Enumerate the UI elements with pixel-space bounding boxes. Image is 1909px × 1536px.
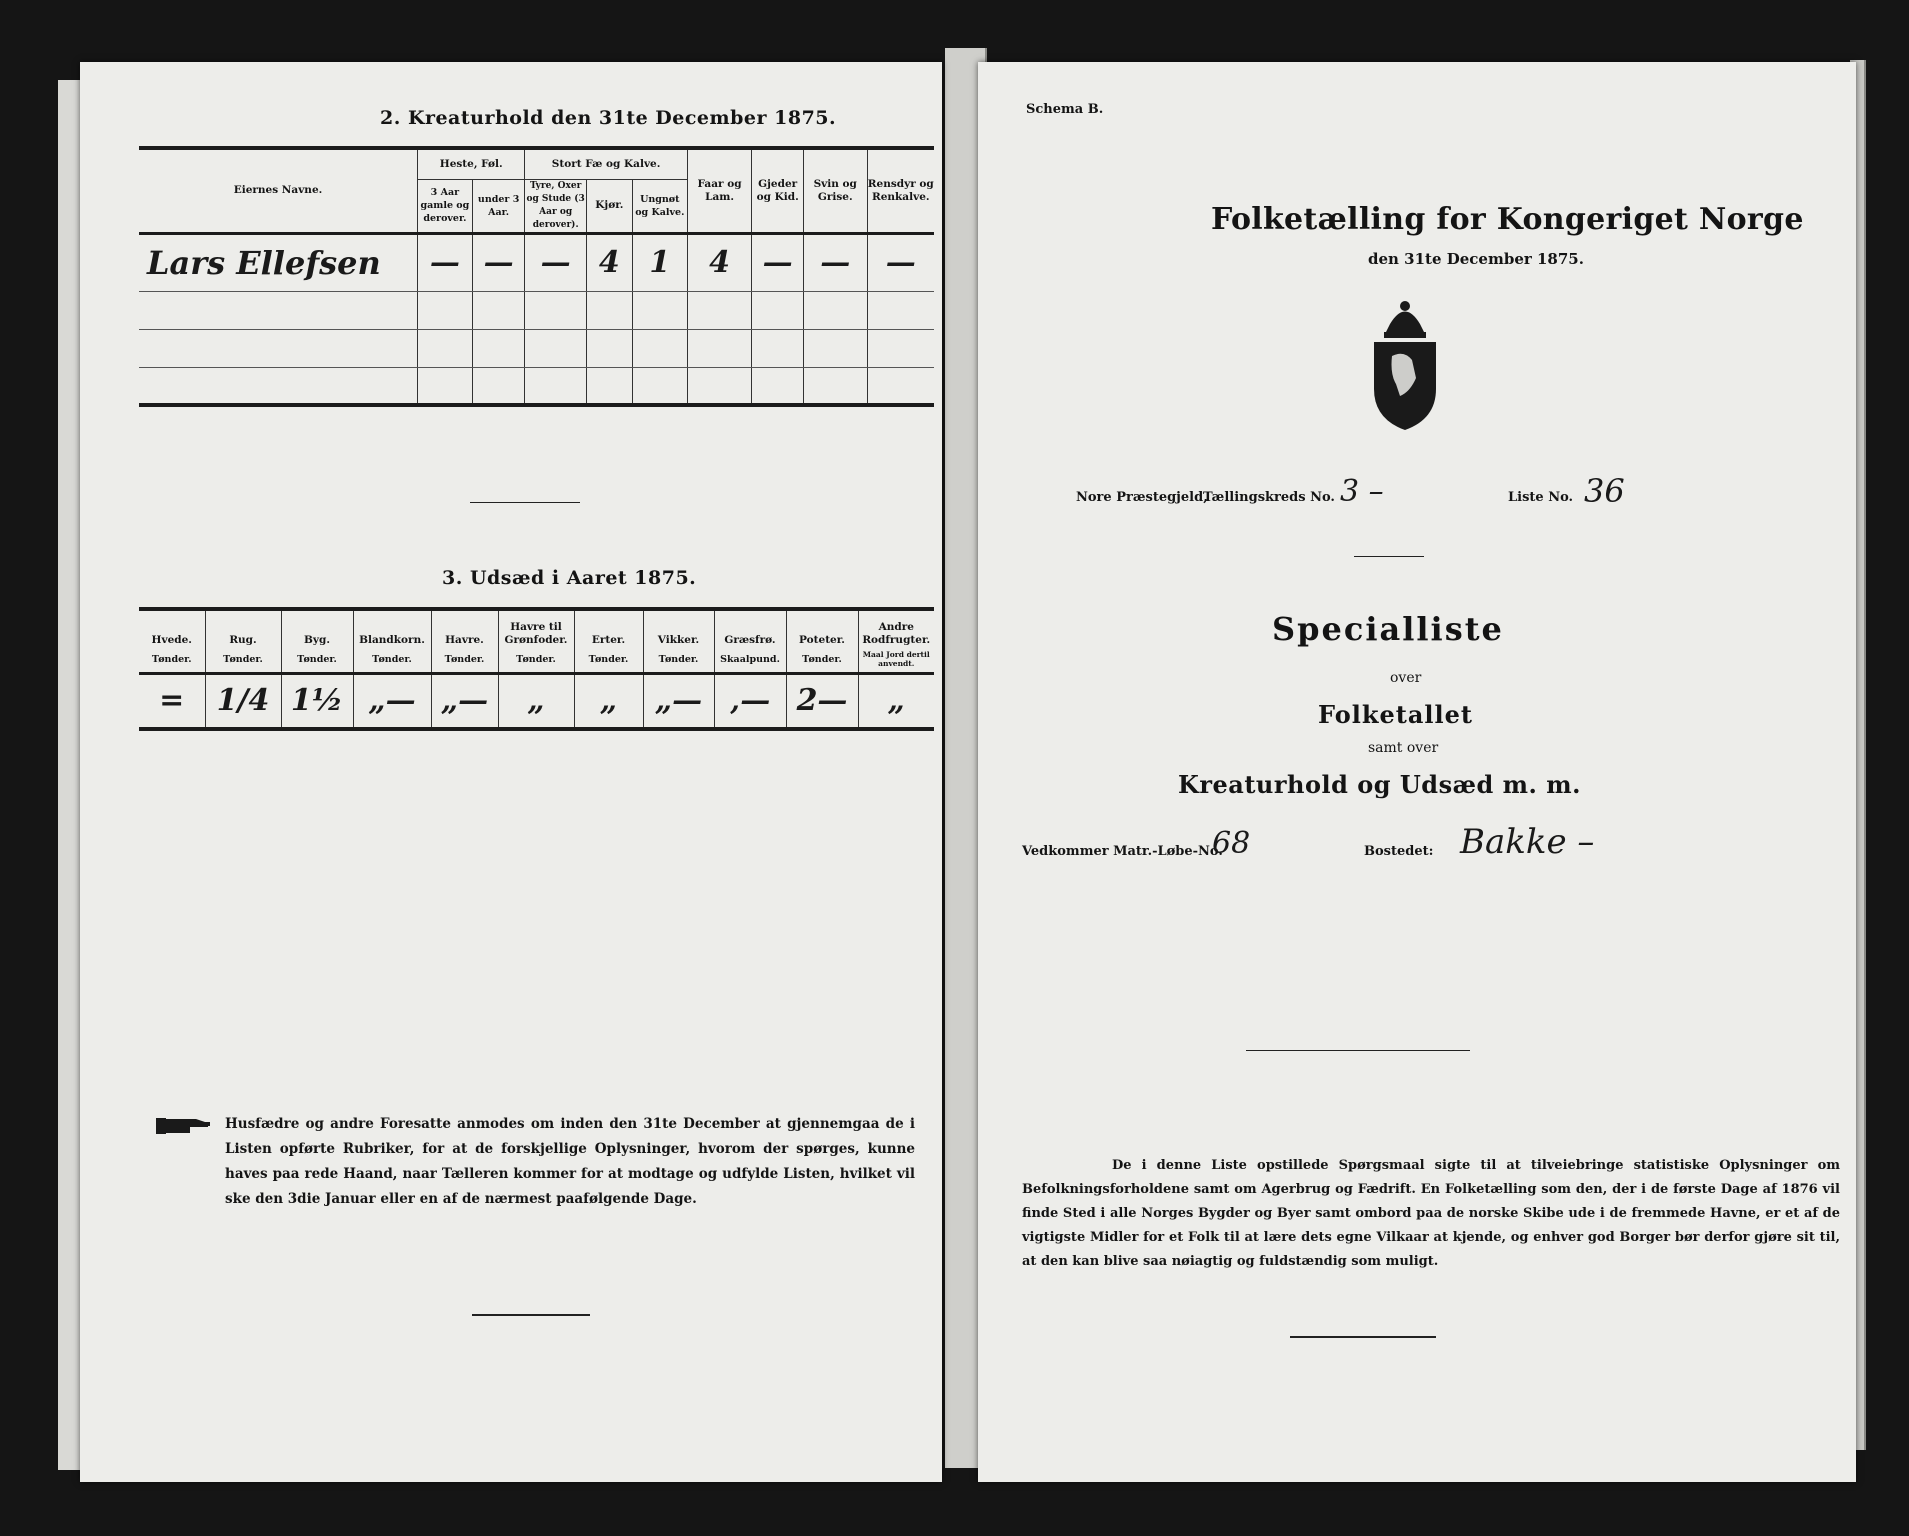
liste-label: Liste No. <box>1508 490 1574 505</box>
col-header-faar: Faar og Lam. <box>687 148 752 233</box>
main-title: Folketælling for Kongeriget Norge <box>1211 202 1804 237</box>
value-cell: — <box>803 233 867 291</box>
col-header-tyre: Tyre, Oxer og Stude (3 Aar og derover). <box>525 179 586 233</box>
kreds-value: 3 – <box>1340 474 1384 509</box>
divider <box>1246 1050 1470 1051</box>
seed-header-graesfro: Græsfrø. <box>714 609 786 647</box>
seed-header-vikker: Vikker. <box>643 609 714 647</box>
seed-header-gronfoder: Havre til Grønfoder. <box>498 609 574 647</box>
schema-label: Schema B. <box>1026 102 1104 117</box>
seed-header-blandkorn: Blandkorn. <box>353 609 431 647</box>
folketallet-heading: Folketallet <box>1318 700 1473 729</box>
seed-header-poteter: Poteter. <box>786 609 858 647</box>
value-cell: — <box>752 233 804 291</box>
value-cell: 4 <box>586 233 632 291</box>
notice-text: Husfædre og andre Foresatte anmodes om inden den 31te December at gjennemgaa de i Listen opførte Rubriker, for at de forskjellige Oplysninger, hvorom der spørges, kunne haves paa rede Haand, naar Tælleren kommer for at modtage og udfylde Listen, hvilket vil ske den 3die Januar eller en af de nærmest paafølgende Dage. <box>225 1116 915 1207</box>
divider <box>470 502 580 503</box>
seed-unit: Maal Jord dertil anvendt. <box>858 647 934 673</box>
col-header-rensdyr: Rensdyr og Renkalve. <box>867 148 934 233</box>
owner-name: Lars Ellefsen <box>139 233 418 291</box>
seed-value: 1/4 <box>205 673 281 729</box>
matr-label: Vedkommer Matr.-Løbe-No. <box>1022 844 1223 859</box>
table-row <box>139 367 934 405</box>
seed-header-byg: Byg. <box>281 609 353 647</box>
livestock-table <box>139 146 934 407</box>
heste-group-header: Heste, Føl. <box>418 148 525 179</box>
value-cell: — <box>867 233 934 291</box>
seed-value: 1½ <box>281 673 353 729</box>
seed-unit: Tønder. <box>574 647 643 673</box>
prestegjeld-label: Nore Præstegjeld, <box>1076 490 1208 505</box>
seed-unit: Skaalpund. <box>714 647 786 673</box>
footer-text: De i denne Liste opstillede Spørgsmaal sigte til at tilveiebringe statistiske Oplysninger om Befolkningsforholdene samt om Agerbrug og Fædrift. En Folketælling som den, der i de første Dage af 1876 vil finde Sted i alle Norges Bygder og Byer samt ombord paa de norske Skibe ude i de fremmede Havne, er et af de vigtigste Midler for et Folk til at lære dets egne Vilkaar at kjende, og enhver god Borger bør derfor gjøre sit til, at den kan blive saa nøiagtig og fuldstændig som muligt. <box>1022 1158 1840 1269</box>
col-header-kjor: Kjør. <box>586 179 632 233</box>
divider <box>1290 1336 1436 1338</box>
over-text: over <box>1390 670 1422 686</box>
seed-value: „ <box>498 673 574 729</box>
seed-value: 2— <box>786 673 858 729</box>
col-header-gjeder: Gjeder og Kid. <box>752 148 804 233</box>
seed-value: ‚— <box>714 673 786 729</box>
bosted-value: Bakke – <box>1460 822 1595 862</box>
specialliste-heading: Specialliste <box>1272 610 1504 648</box>
divider <box>1354 556 1424 557</box>
value-cell: — <box>525 233 586 291</box>
seed-table <box>139 607 934 731</box>
left-page <box>80 62 942 1482</box>
seed-unit: Tønder. <box>786 647 858 673</box>
seed-unit: Tønder. <box>431 647 498 673</box>
table-row <box>139 233 934 291</box>
section2-title: 2. Kreaturhold den 31te December 1875. <box>380 107 837 129</box>
seed-value: „ <box>574 673 643 729</box>
right-page <box>978 62 1856 1482</box>
seed-header-havre: Havre. <box>431 609 498 647</box>
seed-unit: Tønder. <box>281 647 353 673</box>
seed-unit: Tønder. <box>353 647 431 673</box>
divider <box>472 1314 590 1316</box>
seed-header-rug: Rug. <box>205 609 281 647</box>
col-header-ungnot: Ungnøt og Kalve. <box>632 179 687 233</box>
coat-of-arms-icon <box>1360 294 1450 434</box>
value-cell: 1 <box>632 233 687 291</box>
seed-unit: Tønder. <box>205 647 281 673</box>
seed-value: „— <box>353 673 431 729</box>
samt-over-text: samt over <box>1368 740 1439 756</box>
table-row <box>139 673 934 729</box>
seed-value: „— <box>431 673 498 729</box>
seed-value: „ <box>858 673 934 729</box>
seed-unit: Tønder. <box>139 647 205 673</box>
value-cell: — <box>472 233 525 291</box>
seed-unit: Tønder. <box>643 647 714 673</box>
seed-value: = <box>139 673 205 729</box>
section3-title: 3. Udsæd i Aaret 1875. <box>442 567 697 589</box>
col-header-heste-old: 3 Aar gamle og derover. <box>418 179 473 233</box>
seed-value: „— <box>643 673 714 729</box>
subtitle: den 31te December 1875. <box>1368 250 1584 268</box>
seed-header-erter: Erter. <box>574 609 643 647</box>
seed-header-rodfrugter: Andre Rodfrugter. <box>858 609 934 647</box>
liste-value: 36 <box>1584 472 1625 510</box>
bosted-label: Bostedet: <box>1364 844 1434 859</box>
table-row <box>139 329 934 367</box>
pointing-hand-icon <box>156 1114 212 1138</box>
value-cell: 4 <box>687 233 752 291</box>
kreaturhold-heading: Kreaturhold og Udsæd m. m. <box>1178 770 1581 799</box>
table-row <box>139 291 934 329</box>
matr-value: 68 <box>1212 826 1251 861</box>
stort-group-header: Stort Fæ og Kalve. <box>525 148 687 179</box>
owner-header: Eiernes Navne. <box>139 148 418 233</box>
seed-header-hvede: Hvede. <box>139 609 205 647</box>
value-cell: — <box>418 233 473 291</box>
kreds-label: Tællingskreds No. <box>1203 490 1335 505</box>
seed-unit: Tønder. <box>498 647 574 673</box>
col-header-heste-young: under 3 Aar. <box>472 179 525 233</box>
col-header-svin: Svin og Grise. <box>803 148 867 233</box>
